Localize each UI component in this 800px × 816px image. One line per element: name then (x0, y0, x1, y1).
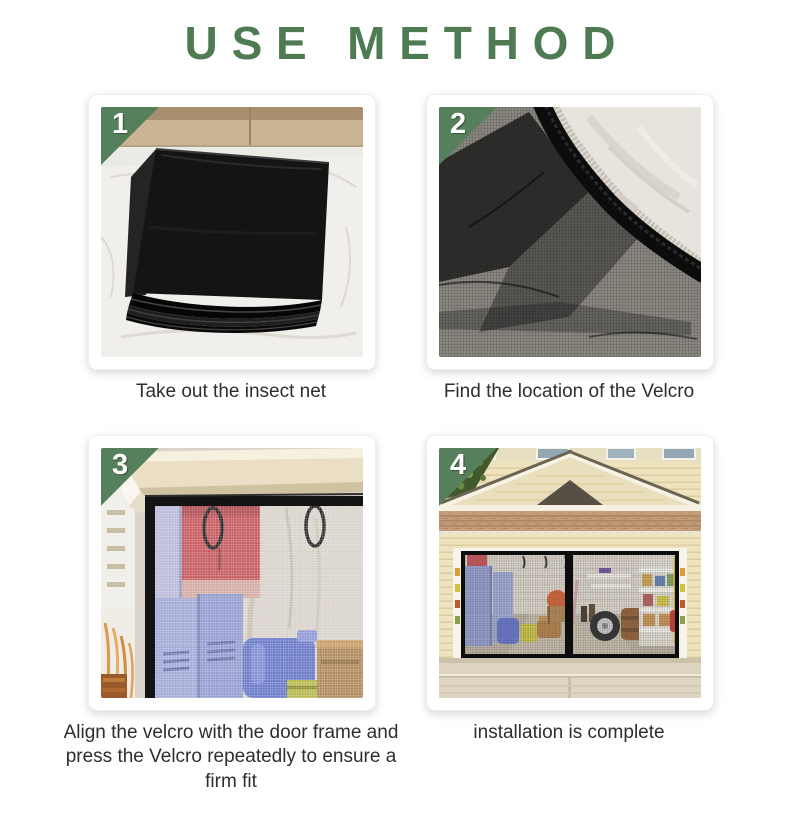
step-2 (426, 94, 712, 405)
step-1-caption: Take out the insect net (135, 381, 327, 402)
step-1-photo (101, 107, 363, 357)
step-2-card (426, 94, 714, 370)
step-1 (88, 94, 374, 405)
use-method-page (0, 16, 800, 816)
step-1-card (88, 94, 376, 370)
step-4-card (426, 435, 714, 711)
step-3-number: 3 (112, 448, 129, 481)
folded-net-illustration (101, 107, 363, 357)
step-4-number: 4 (450, 448, 467, 481)
step-2-photo (439, 107, 701, 357)
step-3-photo (101, 448, 363, 698)
step-2-number: 2 (450, 108, 467, 140)
step-2-caption: Find the location of the Velcro (443, 381, 695, 402)
step-4-caption: installation is complete (473, 721, 665, 743)
step-4-photo (439, 448, 701, 698)
step-4 (426, 435, 712, 795)
step-3-caption: Align the velcro with the door frame and press the Velcro repeatedly to ensure a firm fit (63, 721, 399, 793)
screen-corner-illustration (101, 448, 363, 698)
garage-installed-illustration (439, 448, 701, 698)
step-3 (63, 435, 399, 795)
steps-grid (0, 94, 800, 795)
step-1-number: 1 (112, 108, 129, 140)
velcro-closeup-illustration (439, 107, 701, 357)
step-3-card (88, 435, 376, 711)
page-title: USE METHOD (184, 17, 630, 69)
